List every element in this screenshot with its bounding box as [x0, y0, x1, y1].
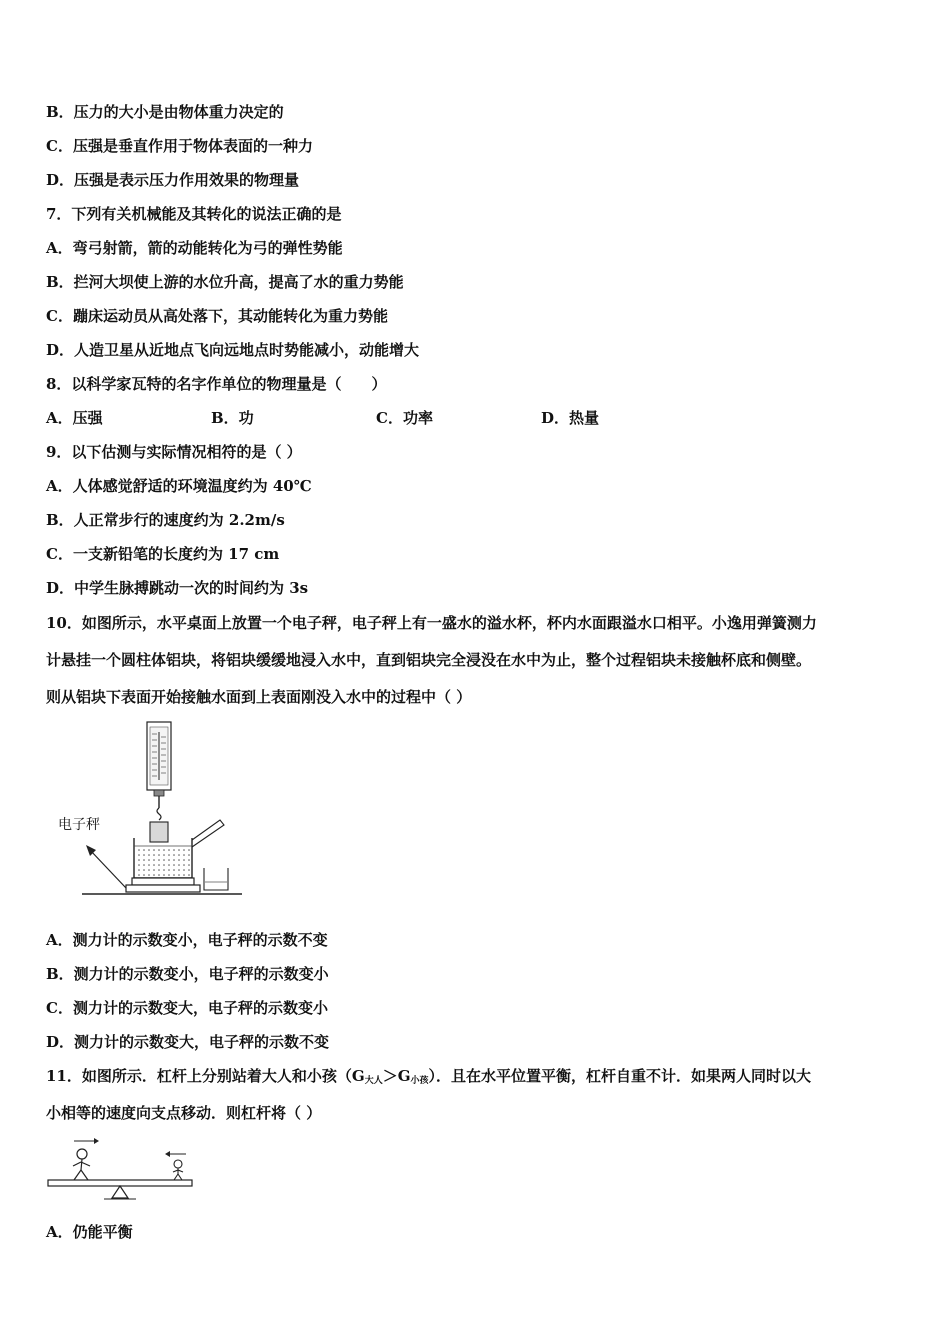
q11-stem-line2: 小相等的速度向支点移动．则杠杆将（ ）	[46, 1104, 322, 1122]
q10-option-b: B．测力计的示数变小，电子秤的示数变小	[46, 965, 329, 983]
q7-stem: 7．下列有关机械能及其转化的说法正确的是	[46, 205, 342, 223]
q11-lever-diagram	[46, 1136, 206, 1206]
q11-sub-small: 小孩	[410, 1076, 429, 1086]
aluminum-block	[150, 822, 168, 842]
q8-option-d: D．热量	[541, 409, 600, 427]
small-beaker	[204, 868, 228, 890]
q7-option-a: A．弯弓射箭，箭的动能转化为弓的弹性势能	[46, 239, 343, 257]
q10-figure	[52, 718, 247, 904]
child-figure	[173, 1160, 183, 1180]
q11-stem-part-a: 11．如图所示．杠杆上分别站着大人和小孩（G	[46, 1067, 365, 1085]
q10-option-d: D．测力计的示数变大，电子秤的示数不变	[46, 1033, 330, 1051]
q8-stem: 8．以科学家瓦特的名字作单位的物理量是（ ）	[46, 375, 387, 393]
q6-option-b: B．压力的大小是由物体重力决定的	[46, 103, 284, 121]
q6-option-c: C．压强是垂直作用于物体表面的一种力	[46, 137, 313, 155]
q10-apparatus-diagram	[52, 718, 247, 904]
q9-option-b: B．人正常步行的速度约为 2.2m/s	[46, 511, 285, 529]
q7-option-c: C．蹦床运动员从高处落下，其动能转化为重力势能	[46, 307, 388, 325]
q11-gt-g: ＞G	[382, 1067, 411, 1085]
q7-option-b: B．拦河大坝使上游的水位升高，提高了水的重力势能	[46, 273, 404, 291]
q11-option-a: A．仍能平衡	[46, 1223, 133, 1241]
q10-option-c: C．测力计的示数变大，电子秤的示数变小	[46, 999, 328, 1017]
q9-stem: 9．以下估测与实际情况相符的是（ ）	[46, 443, 302, 461]
q11-stem-part-b: ）．且在水平位置平衡，杠杆自重不计．如果两人同时以大	[428, 1067, 812, 1085]
adult-figure	[73, 1149, 90, 1180]
q9-option-c: C．一支新铅笔的长度约为 17 cm	[46, 545, 280, 563]
q11-stem-line1	[46, 1066, 811, 1091]
q10-stem-line3: 则从铝块下表面开始接触水面到上表面刚没入水中的过程中（ ）	[46, 688, 472, 706]
q10-option-a: A．测力计的示数变小，电子秤的示数不变	[46, 931, 328, 949]
q10-figure-label: 电子秤	[58, 817, 100, 833]
q10-stem-line2: 计悬挂一个圆柱体铝块，将铝块缓缓地浸入水中，直到铝块完全浸没在水中为止，整个过程铝块未接触杯底和侧壁。	[46, 651, 812, 669]
q8-option-c: C．功率	[376, 409, 433, 427]
q6-option-d: D．压强是表示压力作用效果的物理量	[46, 171, 300, 189]
q7-option-d: D．人造卫星从近地点飞向远地点时势能减小，动能增大	[46, 341, 420, 359]
fulcrum	[112, 1186, 128, 1198]
q9-option-a: A．人体感觉舒适的环境温度约为 40℃	[46, 477, 312, 495]
q8-option-a: A．压强	[46, 409, 103, 427]
q8-option-b: B．功	[211, 409, 254, 427]
q11-figure	[46, 1136, 206, 1206]
q11-sub-big: 大人	[364, 1076, 383, 1086]
q8-options-row	[46, 408, 746, 428]
electronic-scale	[132, 878, 194, 885]
q10-stem-line1: 10．如图所示，水平桌面上放置一个电子秤，电子秤上有一盛水的溢水杯，杯内水面跟溢水口相平。小逸用弹簧测力	[46, 614, 817, 632]
q9-option-d: D．中学生脉搏跳动一次的时间约为 3s	[46, 579, 309, 597]
